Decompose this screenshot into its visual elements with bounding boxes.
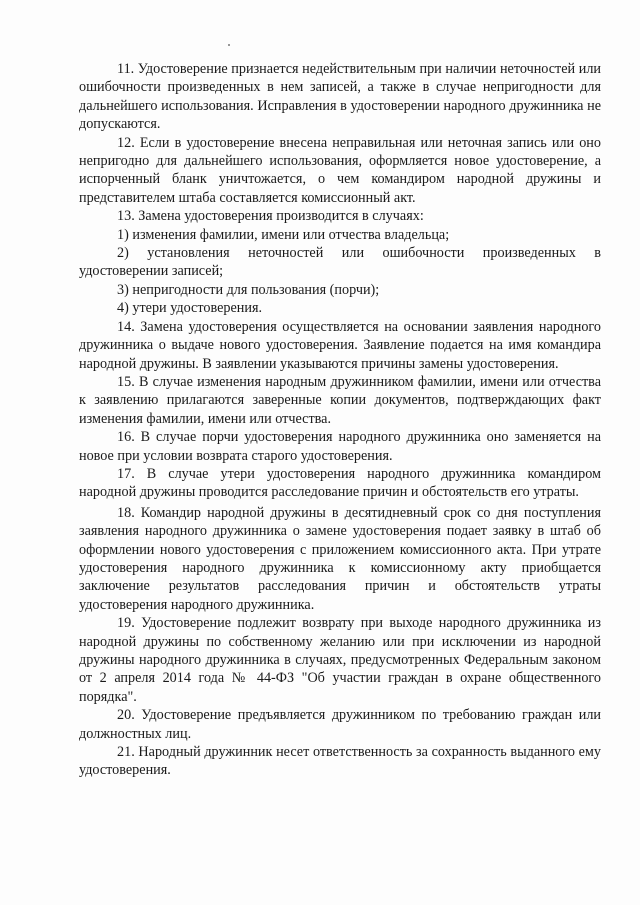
paragraph-19: 19. Удостоверение подлежит возврату при выходе народного дружинника из народной дружины по собственному желанию или при исключении из народной дружины народного дружинника в случаях, предусмотренных Федеральным законом от 2 апреля 2014 года № 44-ФЗ "Об участии граждан в охране общественного порядка". xyxy=(79,615,601,705)
scan-speck xyxy=(228,44,230,46)
paragraph-17: 17. В случае утери удостоверения народного дружинника командиром народной дружины проводится расследование причин и обстоятельств его утраты. xyxy=(79,465,601,501)
paragraph-21: 21. Народный дружинник несет ответственность за сохранность выданного ему удостоверения. xyxy=(79,744,601,779)
paragraph-11: 11. Удостоверение признается недействительным при наличии неточностей или ошибочности произведенных в нем записей, а также в случае непригодности для дальнейшего использования. Исправления в удостоверении народного дружинника не допускаются. xyxy=(79,61,601,133)
list-item-4: 4) утери удостоверения. xyxy=(117,300,263,317)
paragraph-15: 15. В случае изменения народным дружинником фамилии, имени или отчества к заявлению прилагаются заверенные копии документов, подтверждающих факт изменения фамилии, имени или отчества. xyxy=(79,373,601,427)
paragraph-12: 12. Если в удостоверение внесена неправильная или неточная запись или оно непригодно для дальнейшего использования, оформляется новое удостоверение, а испорченный бланк уничтожается, о чем командиром народной дружины и представителем штаба составляется комиссионный акт. xyxy=(79,134,601,206)
paragraph-14: 14. Замена удостоверения осуществляется на основании заявления народного дружинника о выдаче нового удостоверения. Заявление подается на имя командира народной дружины. В заявлении указываются причины замены удостоверения. xyxy=(79,318,601,372)
paragraph-16: 16. В случае порчи удостоверения народного дружинника оно заменяется на новое при условии возврата старого удостоверения. xyxy=(79,429,601,464)
document-body xyxy=(79,60,601,780)
paragraph-20: 20. Удостоверение предъявляется дружинником по требованию граждан или должностных лиц. xyxy=(79,707,601,742)
list-item-1: 1) изменения фамилии, имени или отчества владельца; xyxy=(117,226,450,243)
list-item-3: 3) непригодности для пользования (порчи); xyxy=(117,281,380,298)
paragraph-13: 13. Замена удостоверения производится в случаях: xyxy=(117,208,424,225)
list-item-2: 2) установления неточностей или ошибочности произведенных в удостоверении записей; xyxy=(79,245,601,280)
paragraph-18: 18. Командир народной дружины в десятидневный срок со дня поступления заявления народного дружинника о замене удостоверения подает заявку в штаб об оформлении нового удостоверения с приложением комиссионного акта. При утрате удостоверения народного дружинника к комиссионному акту приобщается заключение результатов расследования причин и обстоятельств утраты удостоверения народного дружинника. xyxy=(79,504,601,613)
